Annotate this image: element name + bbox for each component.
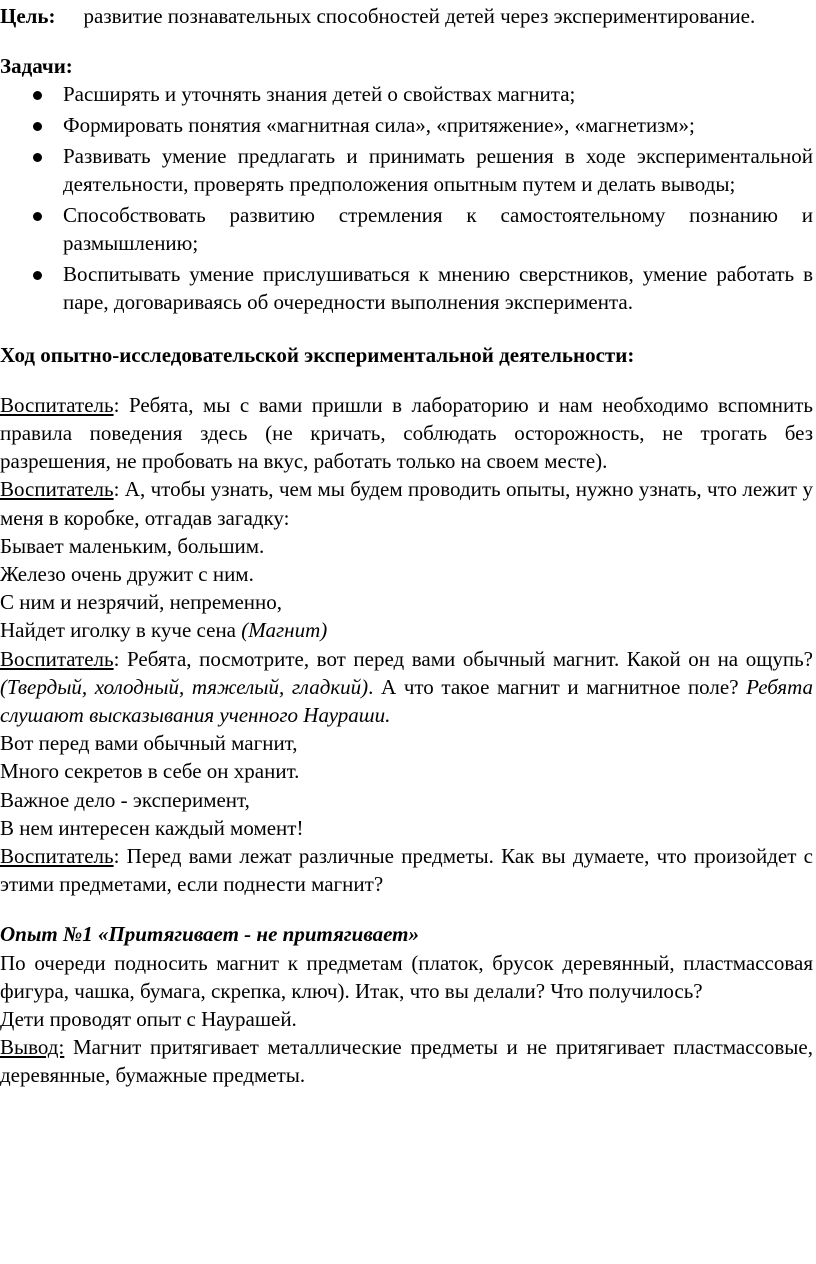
paragraph-text: : Перед вами лежат различные предметы. Как вы думаете, что произойдет с этими предметами, если поднести магнит? xyxy=(0,843,813,897)
experiment-children: Дети проводят опыт с Наурашей. xyxy=(0,1007,297,1031)
conclusion-label: Вывод: xyxy=(0,1035,65,1060)
paragraph-italic: Ребята слушают высказывания ученного Наураши. xyxy=(0,674,814,727)
conclusion-text: Магнит притягивает металлические предметы и не притягивает пластмассовые, деревянные, бумажные предметы. xyxy=(0,1035,813,1088)
bullet-icon xyxy=(33,153,42,162)
speaker-label: Воспитатель xyxy=(0,646,114,671)
speaker-label: Воспитатель xyxy=(0,843,114,868)
spacer xyxy=(0,898,813,920)
speaker-label: Воспитатель xyxy=(0,392,114,417)
teacher-paragraph-2 xyxy=(0,475,813,531)
experiment-text: По очереди подносить магнит к предметам (платок, брусок деревянный, пластмассовая фигура, чашка, бумага, скрепка, ключ). Итак, что вы делали? Что получилось? xyxy=(0,950,813,1003)
list-item xyxy=(0,80,813,108)
goal-text: развитие познавательных способностей детей через экспериментирование. xyxy=(83,4,756,28)
riddle-text: Найдет иголку в куче сена xyxy=(0,618,242,643)
paragraph-text: : А, чтобы узнать, чем мы будем проводить опыты, нужно узнать, что лежит у меня в коробке, отгадав загадку: xyxy=(0,477,813,530)
riddle-line xyxy=(0,616,813,644)
poem-line: Много секретов в себе он хранит. xyxy=(0,759,300,784)
experiment-conclusion xyxy=(0,1033,813,1089)
teacher-paragraph-3 xyxy=(0,645,813,730)
task-text: Развивать умение предлагать и принимать решения в ходе экспериментальной деятельности, проверять предположения опытным путем и делать выводы; xyxy=(63,143,813,197)
riddle-answer: (Магнит) xyxy=(241,618,328,643)
paragraph-text: : Ребята, посмотрите, вот перед вами обычный магнит. Какой он на ощупь? xyxy=(113,646,813,671)
tasks-list xyxy=(0,80,813,316)
task-text: Расширять и уточнять знания детей о свойствах магнита; xyxy=(63,82,576,107)
bullet-icon xyxy=(33,212,42,221)
goal-label: Цель: xyxy=(0,4,56,28)
task-text: Способствовать развитию стремления к самостоятельному познанию и размышлению; xyxy=(63,202,813,255)
spacer xyxy=(0,369,813,391)
goal-paragraph xyxy=(0,2,813,30)
poem-line: Вот перед вами обычный магнит, xyxy=(0,731,298,756)
teacher-paragraph-4 xyxy=(0,842,813,898)
list-item xyxy=(0,260,813,316)
paragraph-text: . А что такое магнит и магнитное поле? xyxy=(368,674,747,699)
experiment-title: Опыт №1 «Притягивает - не притягивает» xyxy=(0,922,419,947)
list-item xyxy=(0,111,813,139)
paragraph-italic: (Твердый, холодный, тяжелый, гладкий) xyxy=(0,674,369,699)
paragraph-text: : Ребята, мы с вами пришли в лабораторию и нам необходимо вспомнить правила поведения здесь (не кричать, соблюдать осторожность, не трогать без разрешения, не пробовать на вкус, работать только на своем месте). xyxy=(0,392,813,474)
document-page xyxy=(0,2,816,1264)
course-heading: Ход опытно-исследовательской экспериментальной деятельности: xyxy=(0,342,635,367)
riddle-line: Железо очень дружит с ним. xyxy=(0,561,254,586)
bullet-icon xyxy=(33,91,42,100)
spacer xyxy=(0,30,813,52)
bullet-icon xyxy=(33,122,42,131)
riddle-line: С ним и незрячий, непременно, xyxy=(0,590,283,615)
spacer xyxy=(0,319,813,341)
task-text: Воспитывать умение прислушиваться к мнению сверстников, умение работать в паре, договариваясь об очередности выполнения эксперимента. xyxy=(63,261,813,314)
task-text: Формировать понятия «магнитная сила», «притяжение», «магнетизм»; xyxy=(63,113,695,138)
bullet-icon xyxy=(33,271,42,280)
poem-line: Важное дело - эксперимент, xyxy=(0,787,250,812)
riddle-line: Бывает маленьким, большим. xyxy=(0,533,265,558)
tasks-heading: Задачи: xyxy=(0,54,73,79)
teacher-paragraph-1 xyxy=(0,391,813,476)
speaker-label: Воспитатель xyxy=(0,477,114,502)
list-item xyxy=(0,142,813,198)
list-item xyxy=(0,201,813,257)
poem-line: В нем интересен каждый момент! xyxy=(0,815,304,840)
